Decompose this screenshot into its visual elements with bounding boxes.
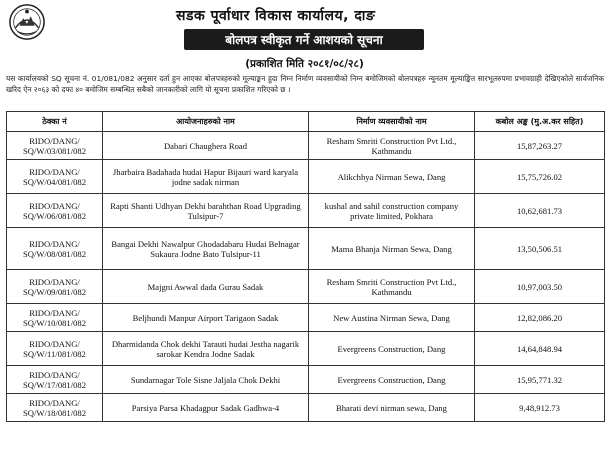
office-title: सडक पूर्वाधार विकास कार्यालय, दाङ: [176, 8, 376, 24]
contractor-name-cell: Resham Smriti Construction Pvt Ltd., Kathmandu: [309, 270, 475, 304]
table-row: [7, 160, 605, 194]
contract-no-cell: RIDO/DANG/ SQ/W/04/081/082: [7, 160, 103, 194]
contract-no-cell: RIDO/DANG/ SQ/W/10/081/082: [7, 304, 103, 332]
contractor-name-cell: Resham Smriti Construction Pvt Ltd., Kathmandu: [309, 132, 475, 160]
contract-no-cell: RIDO/DANG/ SQ/W/11/081/082: [7, 332, 103, 366]
bid-amount-cell: 10,62,681.73: [475, 194, 605, 228]
bid-amount-cell: 12,82,086.20: [475, 304, 605, 332]
contract-no-cell: RIDO/DANG/ SQ/W/03/081/082: [7, 132, 103, 160]
published-date: (प्रकाशित मिति २०८१/०८/२८): [245, 58, 364, 70]
bid-amount-cell: 10,97,003.50: [475, 270, 605, 304]
project-name-cell: Parsiya Parsa Khadagpur Sadak Gadhwa-4: [103, 394, 309, 422]
table-row: [7, 332, 605, 366]
project-name-cell: Sundarnagar Tole Sisne Jaljala Chok Dekhi: [103, 366, 309, 394]
contractor-name-cell: Alikchhya Nirman Sewa, Dang: [309, 160, 475, 194]
project-name-cell: Rapti Shanti Udhyan Dekhi barahthan Road Upgrading Tulsipur-7: [103, 194, 309, 228]
bid-amount-cell: 15,87,263.27: [475, 132, 605, 160]
column-header-bid-amount: कबोल अङ्क (मु.अ.कर सहित): [475, 112, 605, 132]
bid-amount-cell: 15,75,726.02: [475, 160, 605, 194]
contractor-name-cell: Mama Bhanja Nirman Sewa, Dang: [309, 228, 475, 270]
table-row: [7, 394, 605, 422]
contractor-name-cell: New Austina Nirman Sewa, Dang: [309, 304, 475, 332]
column-header-contractor-name: निर्माण व्यवसायीको नाम: [309, 112, 475, 132]
table-header-row: [7, 112, 605, 132]
table-row: [7, 304, 605, 332]
project-name-cell: Majgni Awwal dada Gurau Sadak: [103, 270, 309, 304]
bid-acceptance-table: [6, 111, 605, 422]
contractor-name-cell: kushal and sahil construction company private limited, Pokhara: [309, 194, 475, 228]
bid-amount-cell: 14,64,848.94: [475, 332, 605, 366]
contract-no-cell: RIDO/DANG/ SQ/W/17/081/082: [7, 366, 103, 394]
contractor-name-cell: Evergreens Construction, Dang: [309, 332, 475, 366]
notice-title-banner: बोलपत्र स्वीकृत गर्ने आशयको सूचना: [184, 29, 424, 50]
project-name-cell: Beljhundi Manpur Airport Tarigaon Sadak: [103, 304, 309, 332]
bid-amount-cell: 15,95,771.32: [475, 366, 605, 394]
nepal-government-emblem-icon: [8, 3, 46, 41]
table-row: [7, 132, 605, 160]
bid-amount-cell: 13,50,506.51: [475, 228, 605, 270]
table-row: [7, 194, 605, 228]
bid-amount-cell: 9,48,912.73: [475, 394, 605, 422]
table-row: [7, 228, 605, 270]
column-header-project-name: आयोजनाहरुको नाम: [103, 112, 309, 132]
contract-no-cell: RIDO/DANG/ SQ/W/18/081/082: [7, 394, 103, 422]
project-name-cell: Jharbaira Badahada hudai Hapur Bijauri ward karyala jodne sadak nirman: [103, 160, 309, 194]
contract-no-cell: RIDO/DANG/ SQ/W/06/081/082: [7, 194, 103, 228]
project-name-cell: Dabari Chaughera Road: [103, 132, 309, 160]
contract-no-cell: RIDO/DANG/ SQ/W/09/081/082: [7, 270, 103, 304]
column-header-contract-no: ठेक्का नं: [7, 112, 103, 132]
table-row: [7, 270, 605, 304]
project-name-cell: Dharmidanda Chok dekhi Tarauti hudai Jestha nagarik sarokar Kendra Jodne Sadak: [103, 332, 309, 366]
table-row: [7, 366, 605, 394]
contractor-name-cell: Bharati devi nirman sewa, Dang: [309, 394, 475, 422]
intro-paragraph: यस कार्यालयको SQ सूचना नं. 01/081/082 अनुसार दर्ता हुन आएका बोलपत्रहरुको मूल्याङ्कन हुदा निम्न निर्माण व्यवसायीको निम्न बमोजिमको बोलपत्रहरु न्यूनतम मूल्याङ्कित सारभूतरुपमा प्रभावग्राही देखिएकोले सार्वजनिक खरिद ऐन २०६३ को दफा ४० बमोजिम सम्बन्धित सबैको जानकारीको लागि यो सूचना प्रकाशित गरिएको छ ।: [6, 74, 604, 94]
contractor-name-cell: Evergreens Construction, Dang: [309, 366, 475, 394]
project-name-cell: Bangai Dekhi Nawalpur Ghodadabaru Hudai Belnagar Sukaura Jodne Bato Tulsipur-11: [103, 228, 309, 270]
contract-no-cell: RIDO/DANG/ SQ/W/08/081/082: [7, 228, 103, 270]
